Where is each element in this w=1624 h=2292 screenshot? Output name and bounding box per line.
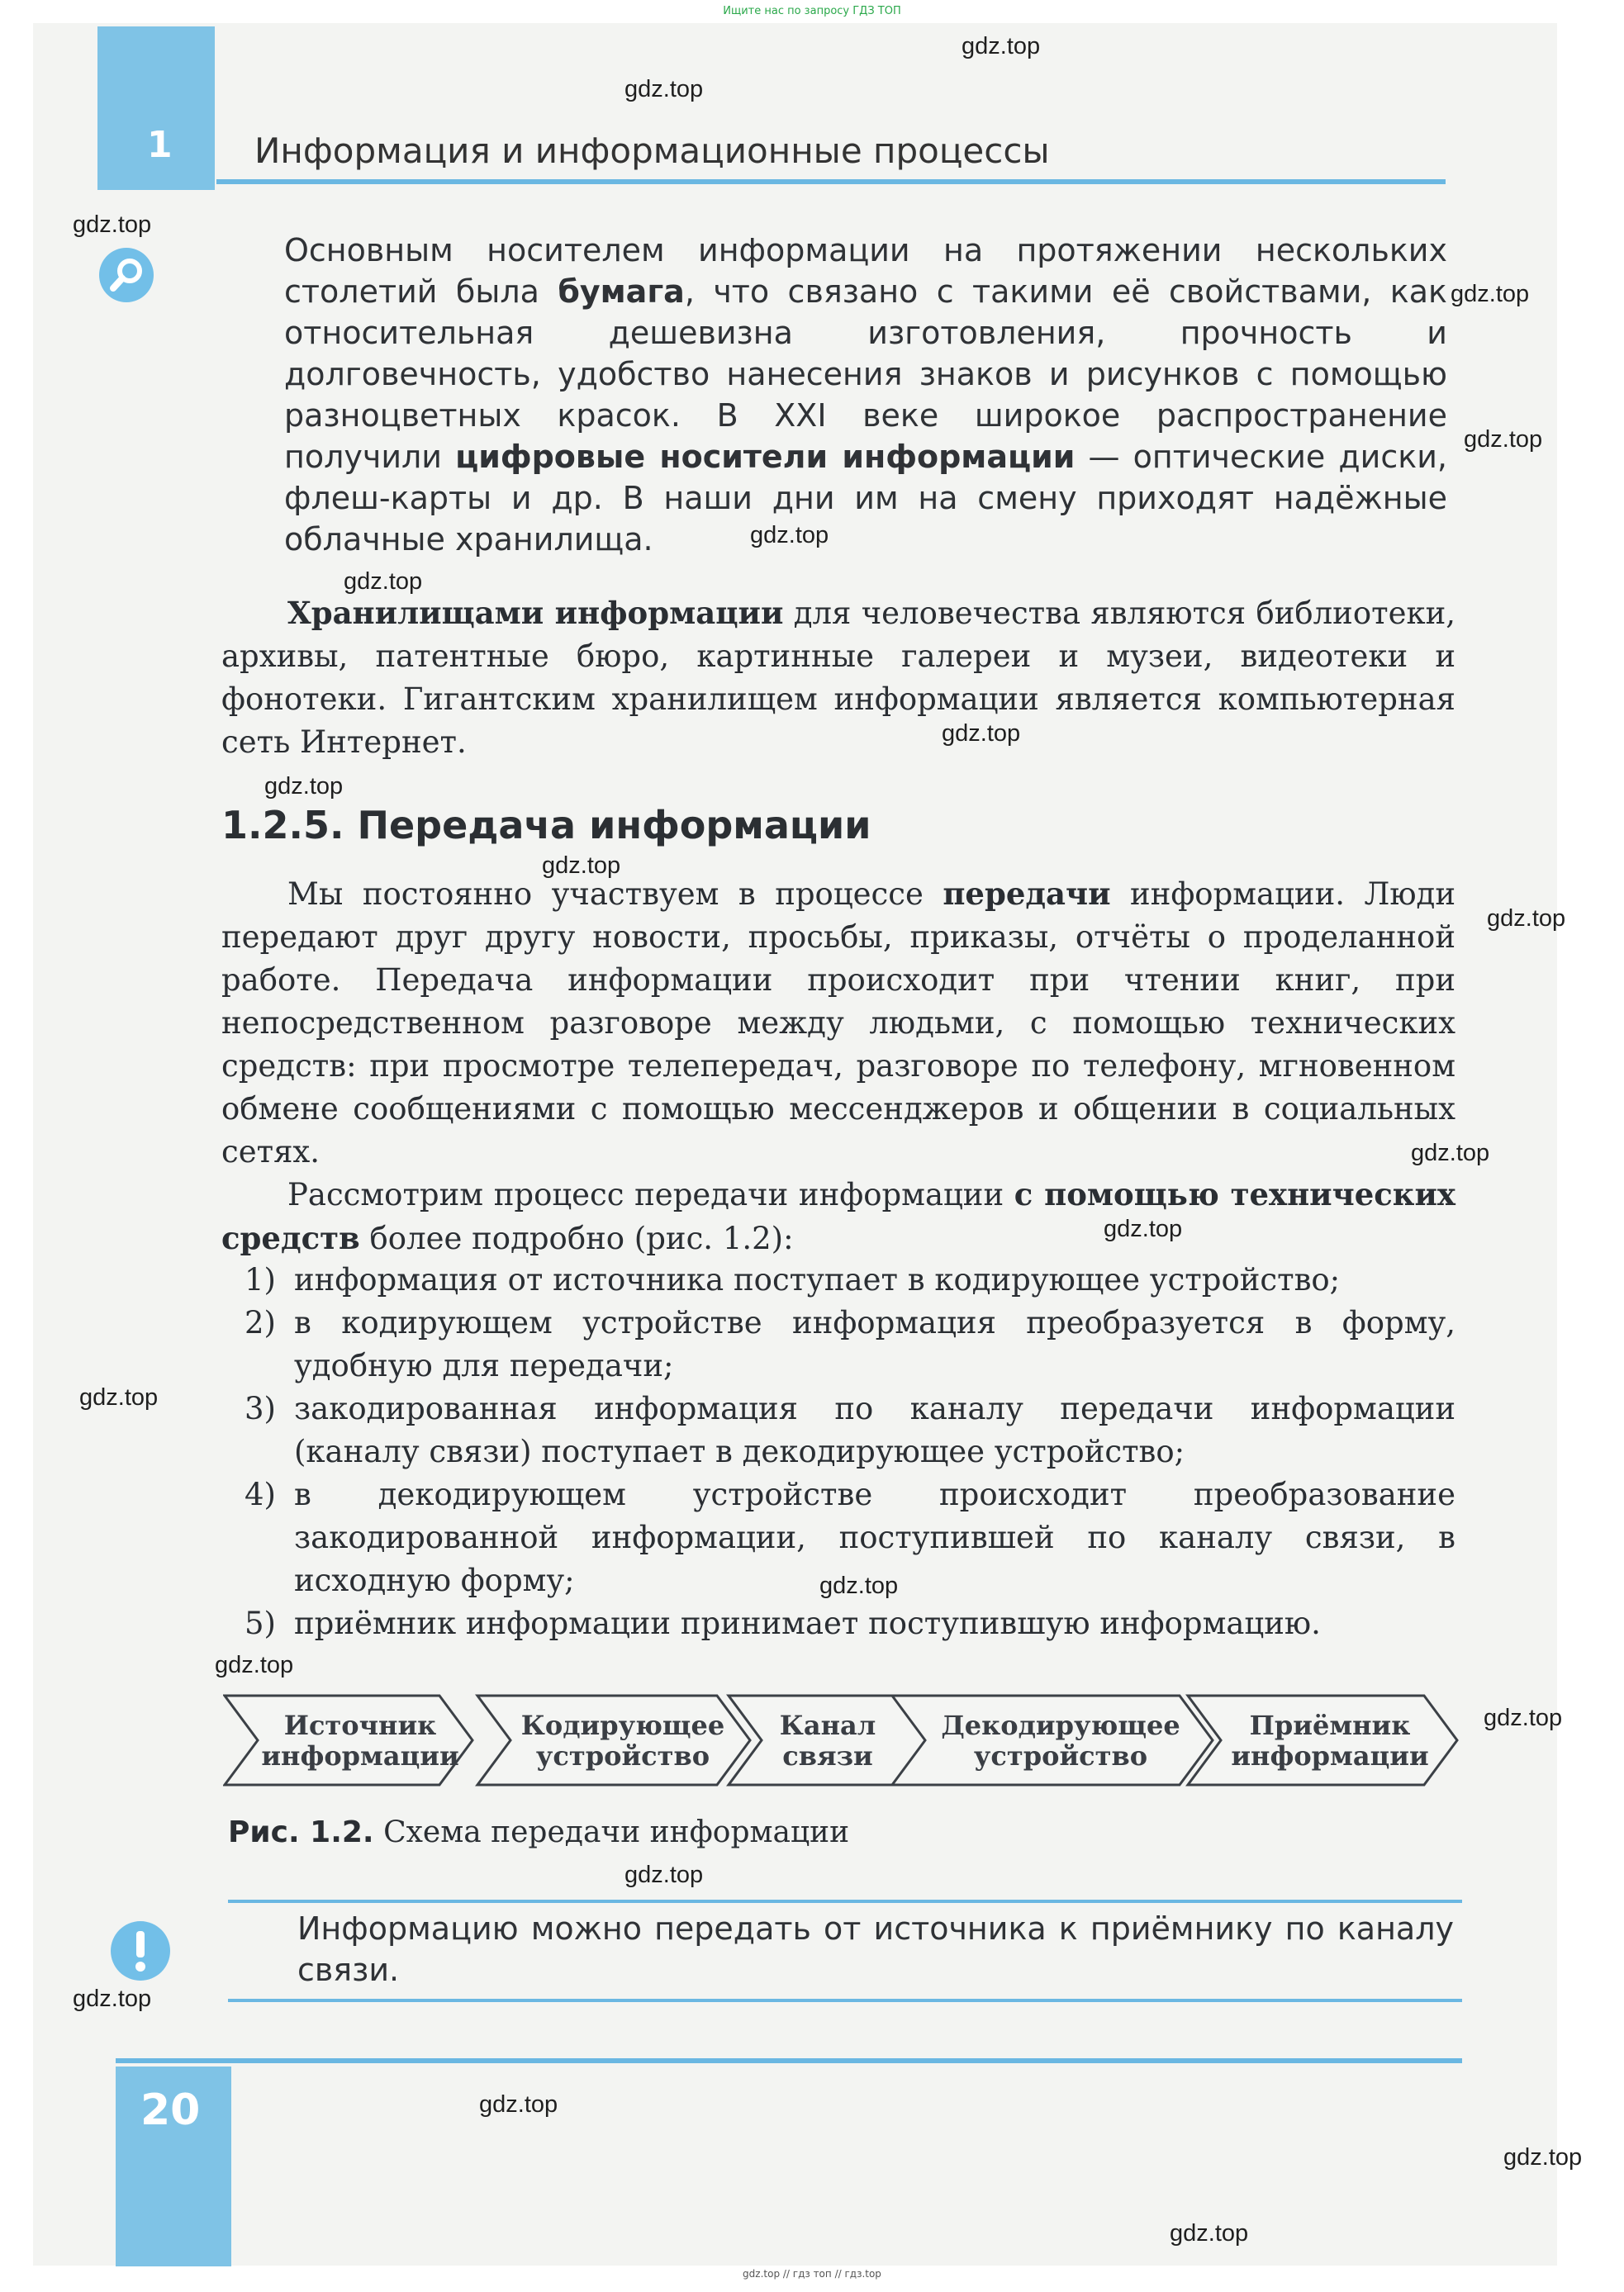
watermark: gdz.top: [79, 1384, 159, 1411]
footer-rule: [116, 2058, 1462, 2063]
note-rule-top: [228, 1900, 1462, 1903]
watermark: gdz.top: [624, 1862, 704, 1888]
svg-text:устройство: устройство: [535, 1740, 710, 1772]
watermark: gdz.top: [750, 522, 829, 548]
list-item: 5) приёмник информации принимает поступившую информацию.: [245, 1606, 1321, 1641]
watermark: gdz.top: [819, 1573, 899, 1599]
diagram-block-decoder: [892, 1696, 1213, 1785]
exclamation-icon: [111, 1921, 170, 1981]
svg-text:связи: связи: [782, 1740, 873, 1772]
svg-text:информации: информации: [1231, 1740, 1429, 1772]
section-title: 1.2.5. Передача информации: [221, 803, 871, 847]
watermark: gdz.top: [344, 568, 423, 595]
paragraph-transmission: Мы постоянно участвуем в процессе передачи информации. Люди передают друг другу новости, просьбы, приказы, отчёты о проделанной работе. Передача информации происходит при чтении книг, при непосредственном разговоре между людьми, с помощью технических средств: при просмотре телепередач, разговоре по телефону, мгновенном обмене сообщениями с помощью мессенджеров и общении в социальных сетях.: [221, 876, 1455, 1170]
watermark: gdz.top: [215, 1652, 294, 1678]
watermark: gdz.top: [962, 33, 1041, 59]
diagram-block-encoder: [477, 1696, 750, 1785]
page-number: 20: [140, 2086, 201, 2135]
note-rule-bottom: [228, 1999, 1462, 2002]
watermark: gdz.top: [1484, 1705, 1563, 1731]
watermark: gdz.top: [73, 1986, 152, 2012]
chapter-number: 1: [147, 124, 173, 166]
chapter-title: Информация и информационные процессы: [254, 130, 1050, 171]
paragraph-technical-means: Рассмотрим процесс передачи информации с помощью технических средств более подробно (рис. 1.2):: [221, 1176, 1455, 1256]
watermark: gdz.top: [73, 211, 152, 238]
svg-text:Декодирующее: Декодирующее: [941, 1710, 1180, 1741]
watermark: gdz.top: [1451, 281, 1530, 307]
transmission-diagram: [223, 1689, 1462, 1792]
watermark: gdz.top: [1503, 2144, 1583, 2171]
header-rule: [216, 179, 1446, 184]
svg-text:Кодирующее: Кодирующее: [520, 1710, 725, 1741]
paragraph-info-storage: Хранилищами информации для человечества являются библиотеки, архивы, патентные бюро, картинные галереи и музеи, видеотеки и фонотеки. Гигантским хранилищем информации является компьютерная сеть Интернет.: [221, 595, 1456, 760]
watermark: gdz.top: [1464, 426, 1543, 453]
watermark: gdz.top: [1487, 905, 1566, 932]
magnifier-icon: [99, 248, 154, 302]
diagram-block-source: [225, 1696, 472, 1785]
list-item: 2) в кодирующем устройстве информация преобразуется в форму, удобную для передачи;: [245, 1305, 1455, 1383]
list-item: 4) в декодирующем устройстве происходит преобразование закодированной информации, поступившей по каналу связи, в исходную форму;: [245, 1477, 1455, 1598]
svg-text:Приёмник: Приёмник: [1249, 1710, 1411, 1741]
note-text: Информацию можно передать от источника к приёмнику по каналу связи.: [297, 1910, 1454, 1988]
figure-caption: Рис. 1.2. Схема передачи информации: [228, 1815, 850, 1849]
svg-text:информации: информации: [261, 1740, 459, 1772]
watermark: gdz.top: [624, 76, 704, 102]
svg-text:устройство: устройство: [973, 1740, 1148, 1772]
svg-text:Источник: Источник: [283, 1710, 437, 1741]
svg-text:Канал: Канал: [779, 1710, 876, 1741]
watermark: gdz.top: [1411, 1140, 1490, 1166]
list-item: 3) закодированная информация по каналу передачи информации (каналу связи) поступает в декодирующее устройство;: [245, 1391, 1455, 1469]
watermark: gdz.top: [1104, 1216, 1183, 1242]
watermark: gdz.top: [479, 2091, 558, 2118]
diagram-block-receiver: [1188, 1696, 1457, 1785]
watermark: gdz.top: [264, 773, 344, 800]
bottom-note: gdz.top // гдз топ // гдз.top: [743, 2268, 881, 2280]
paragraph-storage-media: Основным носителем информации на протяжении нескольких столетий была бумага, что связано с такими её свойствами, как относительная дешевизна изготовления, прочность и долговечность, удобство нанесения знаков и рисунков с помощью разноцветных красок. В XXI веке широкое распространение получили цифровые носители информации — оптические диски, флеш-карты и др. В наши дни им на смену приходят надёжные облачные хранилища.: [284, 232, 1447, 558]
top-note: Ищите нас по запросу ГДЗ ТОП: [723, 5, 901, 17]
watermark: gdz.top: [542, 852, 621, 879]
watermark: gdz.top: [1170, 2220, 1249, 2247]
list-item: 1) информация от источника поступает в кодирующее устройство;: [245, 1262, 1341, 1298]
watermark: gdz.top: [942, 720, 1021, 747]
